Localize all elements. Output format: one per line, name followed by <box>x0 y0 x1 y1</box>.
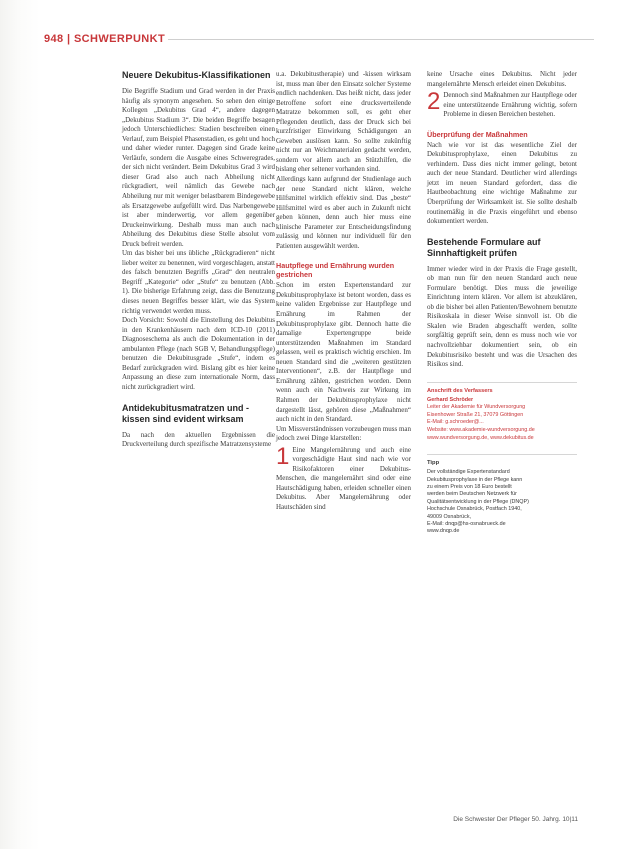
paragraph: Doch Vorsicht: Sowohl die Einstellung des Dekubitus in den Krankenhäusern nach dem ICD-10 (2011) Diagnoseschema als auch die Dokumentation in der ambulanten Pflege (nach SGB V, Behandlungspflege) benutzen die Dekubitusgrade „Stufe“, indem es Bedarf zurückgraden wird. Bislang gibt es hier keine Anpassung an diese zum internationale Norm, dass nicht zurückgradiert wird. <box>122 316 275 391</box>
section-heading-mattresses: Antidekubitusmatratzen und -kissen sind evident wirksam <box>122 402 250 424</box>
section-heading-review: Überprüfung der Maßnahmen <box>427 129 528 139</box>
dropcap-number: 2 <box>427 88 441 116</box>
numbered-item-1 <box>276 442 411 513</box>
paragraph: keine Ursache eines Dekubitus. Nicht jeder mangelernährte Mensch erleidet einen Dekubitus. <box>427 70 577 88</box>
section-heading-classifications: Neuere Dekubitus-Klassifikationen <box>122 70 271 80</box>
author-line: www.wundversorgung.de, www.dekubitus.de <box>427 434 534 441</box>
tip-box-title: Tipp <box>427 460 440 467</box>
page-header <box>44 33 594 47</box>
paragraph: Schon im ersten Expertenstandard zur Dekubitusprophylaxe ist betont worden, dass es keine validen Ergebnisse zur Hautpflege und Ernährung im Rahmen der Dekubitusprophylaxe gibt. Dennoch hatte die damalige Expertengruppe beide unterstützenden Maßnahmen im Standard gelassen, weil es praktisch wichtig erschien. Im neuen Standard sind die „weiteren gestützten Interventionen“, z.B. der Hautpflege und Ernährung zählen, gestrichen worden. Denn wenn auch ein Nachweis zur Wirkung im Rahmen der Dekubitusprophylaxe nicht dargestellt lässt, gehören diese „Maßnahmen“ auch nicht in den Standard. <box>276 281 411 424</box>
paragraph: u.a. Dekubitustherapie) und -kissen wirksam ist, muss man über den Einsatz solcher Systeme endlich nachdenken. Das heißt nicht, dass jeder Betroffene sofort eine drucksverteilende Matratze bekommen soll, es geht eher Pflegenden deutlich, dass der Druck sich bei kurzfristiger Einwirkung Schädigungen an Geweben auslösen kann. So sollte zukünftig nicht nur an Weichmaterialen gedacht werden, sondern vor allem auch an Stützhilfen, die bislang eher seltener vorhanden sind. <box>276 70 411 174</box>
paragraph: Da nach den aktuellen Ergebnissen die Druckverteilung durch spezifische Matratzensysteme <box>122 430 275 449</box>
paragraph: Um das bisher bei uns übliche „Rückgradieren“ nicht lieber weiter zu benennen, wird vorgeschlagen, anstatt des falsch benutzten Begriffs „Grad“ den neutralen Begriff „Kategorie“ oder „Stufe“ zu benutzen (Abb. 1). Die bisherige Erfahrung zeigt, dass die Benutzung dieses neuen Begriffes besser klärt, wie das System richtig verwendet werden muss. <box>122 249 275 315</box>
page-footer: Die Schwester Der Pfleger 50. Jahrg. 10|11 <box>453 816 578 823</box>
paragraph: Die Begriffe Stadium und Grad werden in der Praxis häufig als synonym angesehen. So sehen den einige Kollegen „Dekubitus Grad 4“, andere dagegen „Dekubitus Stadium 3“. Die beiden Begriffe besagen jedoch Unterschiedliches: Stadien beschreiben einen Verlauf, zum Beispiel Phasenstadien, es geht und hoch und daher wieder runter. Dagegen sind Grade keine Verläufe, sondern die Ausgabe eines Schweregrades, der sich nicht verändert. Beim Dekubitus Grad 3 wird dieser Grad also auch nach Abheilung nicht rückgradiert, weil nämlich das Gewebe nach Abheilung nur mit weniger belastbarem Bindegewebe als Ersatzgewebe aufgefüllt wird. Das Narbengewebe ist aber minderwertig, vor allem gegenüber Druckeinwirkung. Deshalb muss man auch nach Abheilung des Dekubitus diese Stelle absolut vom Druck befreit werden. <box>122 87 275 248</box>
numbered-item-2 <box>427 88 577 120</box>
author-address-box <box>427 382 577 443</box>
author-line: Eisenhower Straße 21, 37079 Göttingen <box>427 411 524 418</box>
tip-line: zu einem Preis von 18 Euro bestellt <box>427 484 512 491</box>
tip-line: Der vollständige Expertenstandard <box>427 469 510 476</box>
tip-line: Hochschule Osnabrück, Postfach 1940, <box>427 506 522 513</box>
author-line: Website: www.akademie-wundversorgung.de <box>427 427 535 434</box>
header-rule <box>168 39 594 40</box>
page-number-section: 948 | SCHWERPUNKT <box>44 33 166 45</box>
author-line: E-Mail: g.schroeder@... <box>427 419 484 426</box>
tip-line: 49009 Osnabrück, <box>427 513 472 520</box>
dropcap-number: 1 <box>276 442 290 470</box>
tip-box <box>427 454 577 536</box>
column-3 <box>427 70 577 536</box>
author-name: Gerhard Schröder <box>427 396 474 403</box>
tip-line: E-Mail: dnqp@hs-osnabrueck.de <box>427 521 506 528</box>
section-heading-forms: Bestehende Formulare auf Sinnhaftigkeit prüfen <box>427 236 541 258</box>
tip-line: Qualitätsentwicklung in der Pflege (DNQP) <box>427 498 529 505</box>
section-heading-skincare: Hautpflege und Ernährung wurden gestrichen <box>276 261 395 280</box>
paragraph: Immer wieder wird in der Praxis die Frage gestellt, ob man nun für den neuen Standard auch neue Formulare benötigt. Dies muss die jeweilige Einrichtung intern klären. Vor allem ist abzuklären, ob die bisher bei allen Patienten/Bewohnern benutzte Risikoskala in dieser Weise sinnvoll ist. Ob die Skalen wie Braden abgeschafft werden, sollte sorgfältig geprüft sein, denn es muss noch wie vor nachvollziehbar dokumentiert sein, ob ein Dekubitusrisiko besteht und was die Ursachen des Risikos sind. <box>427 264 577 369</box>
paragraph: Nach wie vor ist das wesentliche Ziel der Dekubitusprophylaxe, einen Dekubitus zu verhindern. Dass dies nicht immer gelingt, betont auch der neue Standard. Deutlicher wird allerdings jetzt im neuen Standard gefordert, dass die Hautbeobachtung eine wichtige Maßnahme zur Überprüfung der Wirksamkeit ist. Sie sollte deshalb routinemäßig in die Praxis eingeführt und ebenso dokumentiert werden. <box>427 140 577 226</box>
author-box-title: Anschrift des Verfassers <box>427 387 493 394</box>
column-2 <box>276 70 411 513</box>
paragraph: Um Missverständnissen vorzubeugen muss man jedoch zwei Dinge klarstellen: <box>276 424 411 443</box>
numbered-item-text: Dennoch sind Maßnahmen zur Hautpflege oder eine unterstützende Ernährung wichtig, sofern Probleme in diesen Bereichen bestehen. <box>443 91 577 119</box>
tip-line: werden beim Deutschen Netzwerk für <box>427 491 517 498</box>
tip-line: Dekubitusprophylaxe in der Pflege kann <box>427 476 523 483</box>
author-line: Leiter der Akademie für Wundversorgung <box>427 404 526 411</box>
paragraph: Allerdings kann aufgrund der Studienlage auch der neue Standard nicht klären, welche Hilfsmittel wirklich effektiv sind. Das „beste“ Hilfsmittel wird es aber auch in Zukunft nicht geben können, denn auch hier muss eine klinische Parameter zur Entscheidungsfindung zulässig und können nur individuell für den Patienten ausgewählt werden. <box>276 175 411 250</box>
tip-line: www.dnqp.de <box>427 528 460 535</box>
numbered-item-text: Eine Mangelernährung und auch eine vorgeschädigte Haut sind nach wie vor Risikofaktoren einer Dekubitus-Menschen, die mangelernährt sind oder eine Hautschädigung haben, erleiden schneller einen Dekubitus. Aber Mangelernährung oder Hautschäden sind <box>276 445 411 511</box>
column-1 <box>122 70 275 450</box>
